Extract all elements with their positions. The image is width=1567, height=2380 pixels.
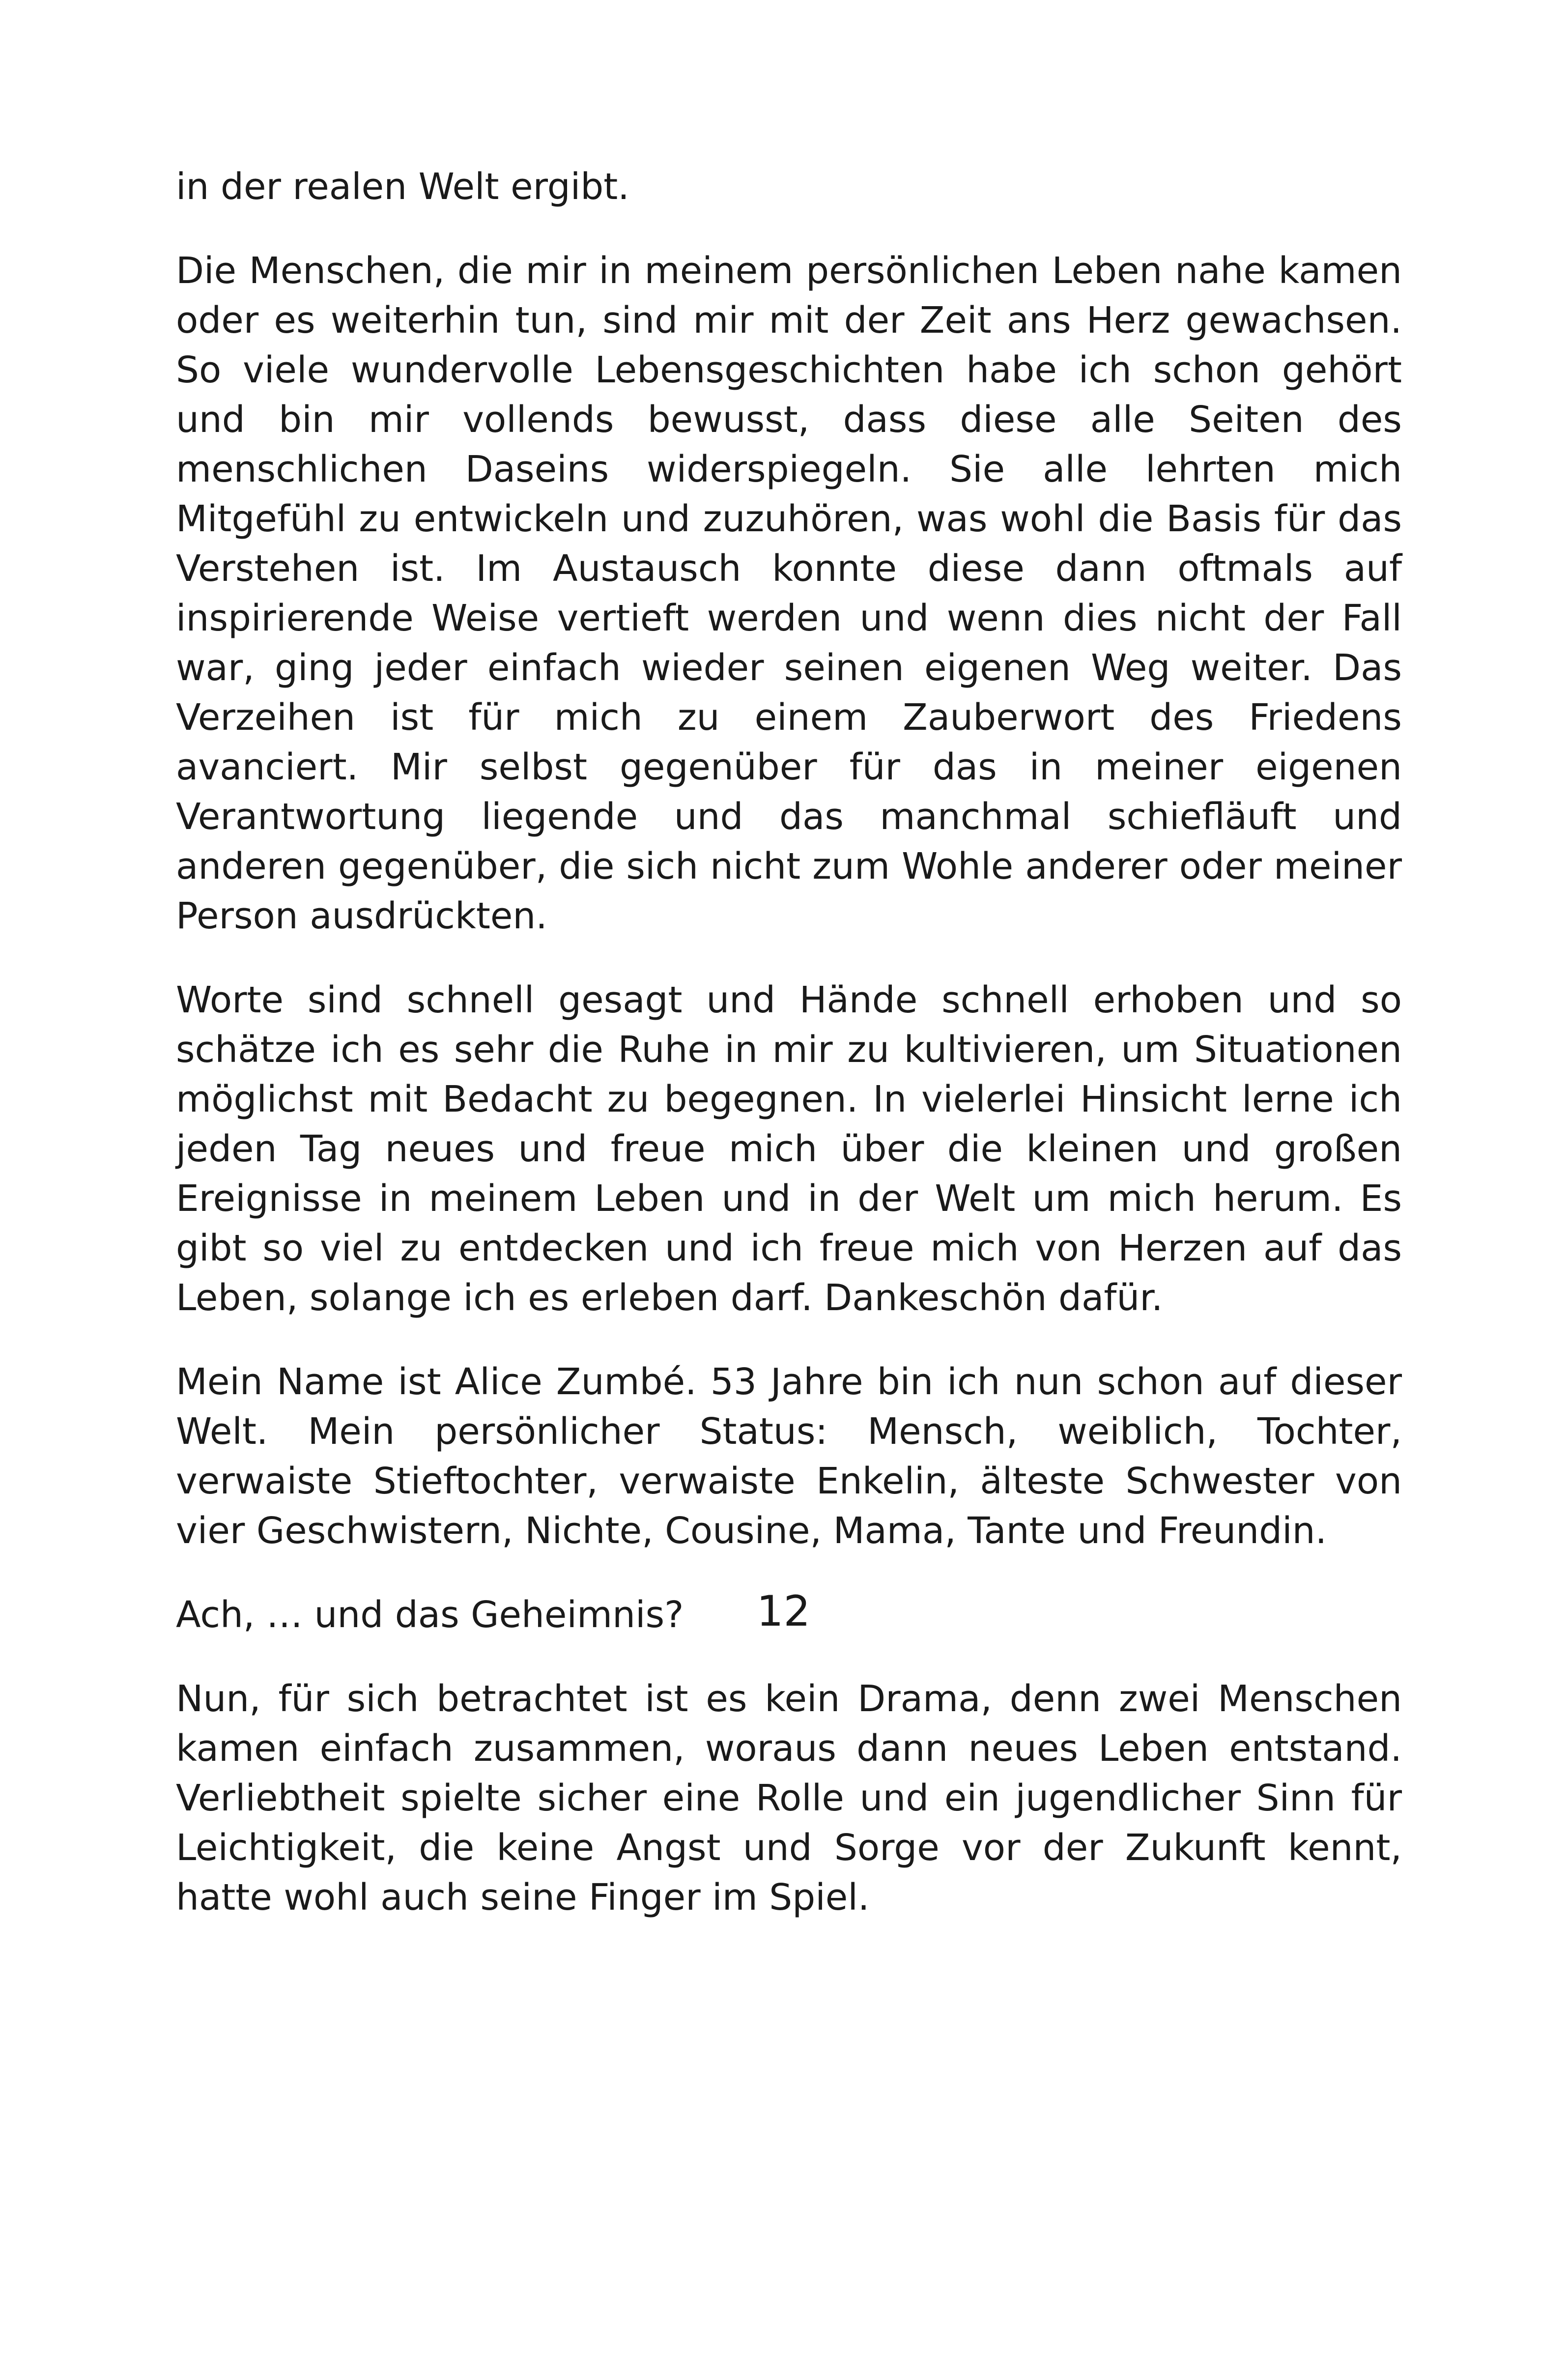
- paragraph-name: Mein Name ist Alice Zumbé. 53 Jahre bin ich nun schon auf dieser Welt. Mein persönlicher Status: Mensch, weiblich, Tochter, verwaiste Stieftochter, verwaiste Enkelin, älteste Schwester von vier Geschwistern, Nichte, Cousine, Mama, Tante und Freundin.: [176, 1361, 1402, 1552]
- paragraph-secret-question: Ach, … und das Geheimnis?: [176, 1594, 684, 1636]
- paragraph-people: Die Menschen, die mir in meinem persönlichen Leben nahe kamen oder es weiterhin tun, sind mir mit der Zeit ans Herz gewachsen. So viele wundervolle Lebensgeschichten habe ich schon gehört und bin mir vollends bewusst, dass diese alle Seiten des menschlichen Daseins widerspiegeln. Sie alle lehrten mich Mitgefühl zu entwickeln und zuzuhören, was wohl die Basis für das Verstehen ist. Im Austausch konnte diese dann oftmals auf inspirierende Weise vertieft werden und wenn dies nicht der Fall war, ging jeder einfach wieder seinen eigenen Weg weiter. Das Verzeihen ist für mich zu einem Zauberwort des Friedens avanciert. Mir selbst gegenüber für das in meiner eigenen Verantwortung liegende und das manchmal schiefläuft und anderen gegenüber, die sich nicht zum Wohle anderer oder meiner Person ausdrückten.: [176, 250, 1402, 937]
- paragraph-continuation: in der realen Welt ergibt.: [176, 166, 629, 208]
- paragraph-secret-answer: Nun, für sich betrachtet ist es kein Drama, denn zwei Menschen kamen einfach zusammen, woraus dann neues Leben entstand. Verliebtheit spielte sicher eine Rolle und ein jugendlicher Sinn für Leichtigkeit, die keine Angst und Sorge vor der Zukunft kennt, hatte wohl auch seine Finger im Spiel.: [176, 1678, 1402, 1919]
- page-number: 12: [756, 1587, 811, 1636]
- body-text: [176, 162, 1402, 1922]
- paragraph-words: Worte sind schnell gesagt und Hände schnell erhoben und so schätze ich es sehr die Ruhe in mir zu kultivieren, um Situationen möglichst mit Bedacht zu begegnen. In vielerlei Hinsicht lerne ich jeden Tag neues und freue mich über die kleinen und großen Ereignisse in meinem Leben und in der Welt um mich herum. Es gibt so viel zu entdecken und ich freue mich von Herzen auf das Leben, solange ich es erleben darf. Dankeschön dafür.: [176, 979, 1402, 1319]
